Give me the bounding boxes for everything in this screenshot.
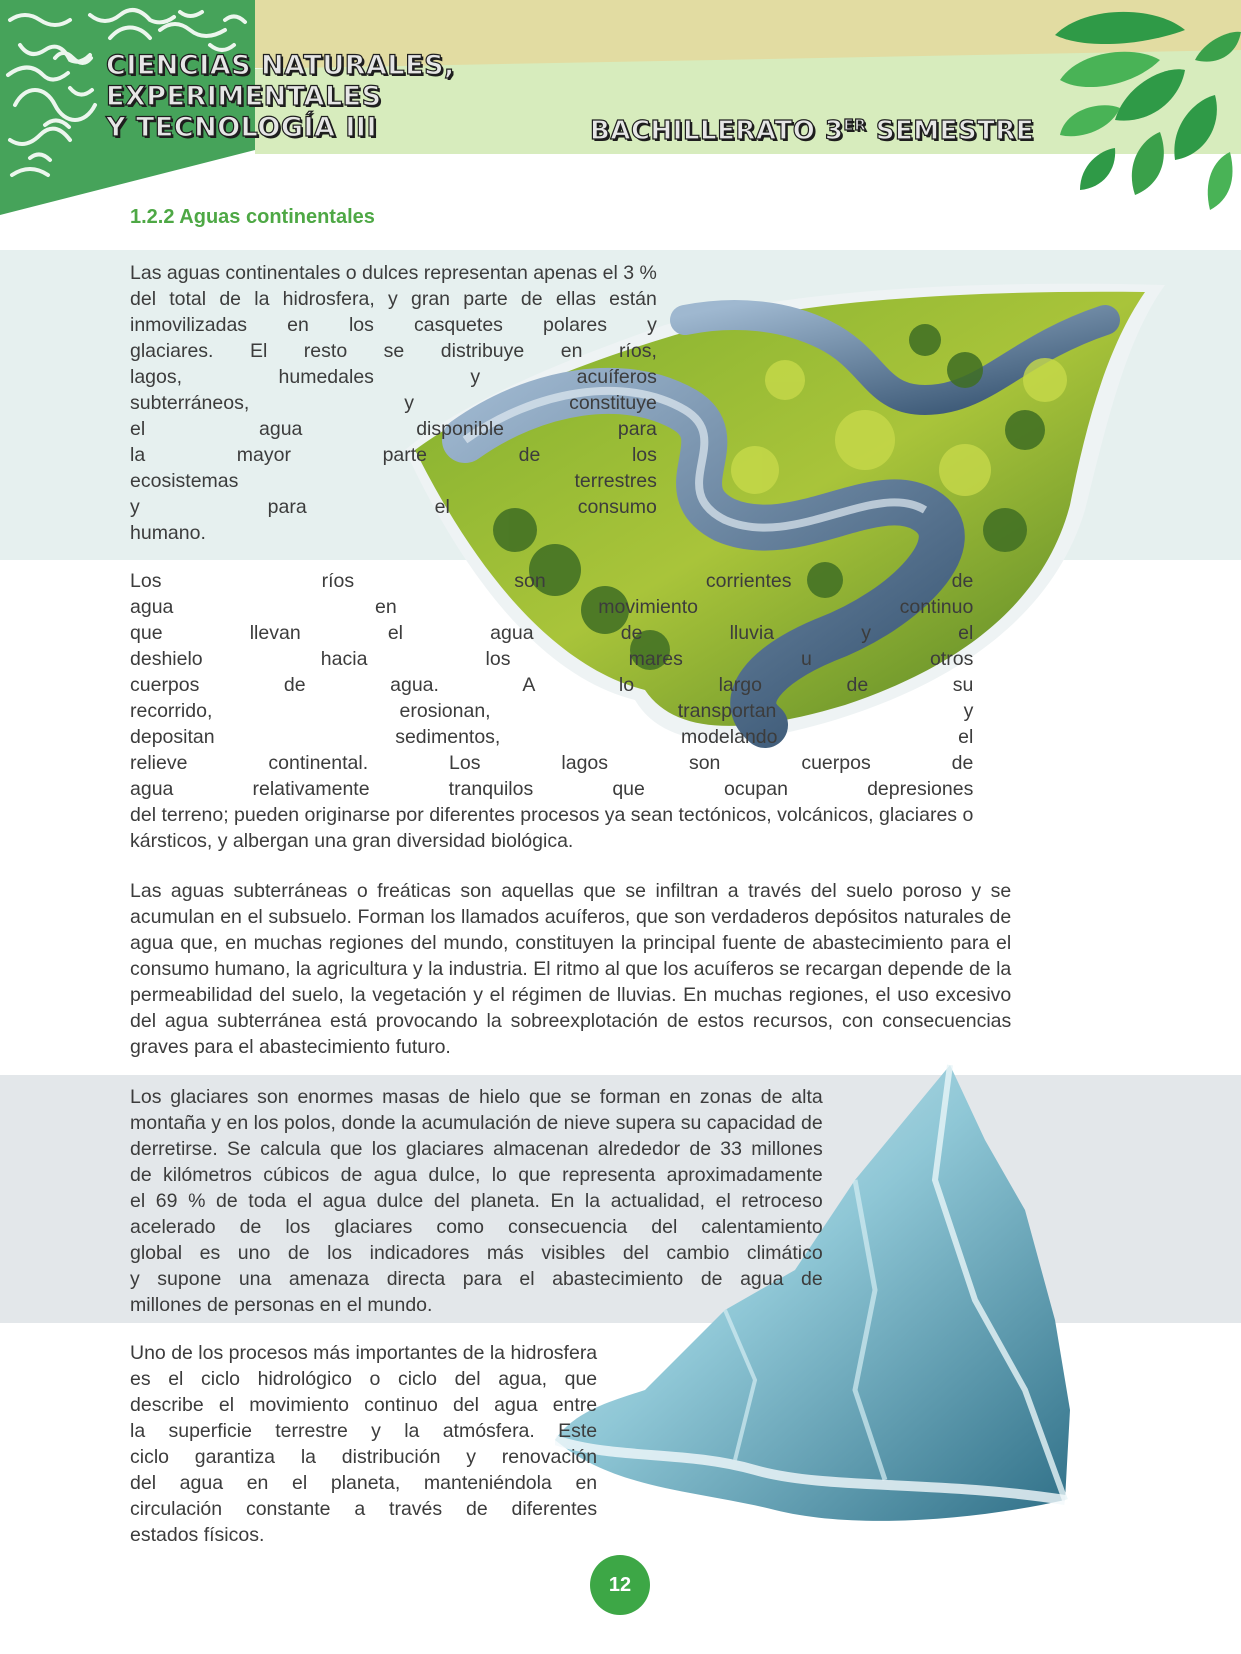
text-line: global es uno de los indicadores más visibles del cambio climático <box>130 1242 823 1264</box>
text-line: la mayor parte de los <box>130 444 657 466</box>
text-line: ecosistemas terrestres <box>130 470 657 492</box>
text-line: cuerpos de agua. A lo largo de su <box>130 674 974 696</box>
text-line: del agua subterránea está provocando la sobreexplotación de estos recursos, con consecuencias <box>130 1010 1012 1032</box>
text-line: agua relativamente tranquilos que ocupan depresiones <box>130 778 974 800</box>
text-line: estados físicos. <box>130 1524 265 1546</box>
paragraph-continental-waters <box>130 260 657 546</box>
level-label <box>590 116 1034 146</box>
text-line: relieve continental. Los lagos son cuerpos de <box>130 752 974 774</box>
text-line: del agua en el planeta, manteniéndola en <box>130 1472 598 1494</box>
text-line: montaña y en los polos, donde la acumulación de nieve supera su capacidad de <box>130 1112 823 1134</box>
text-line: y supone una amenaza directa para el abastecimiento de agua de <box>130 1268 823 1290</box>
leaves-decoration <box>1045 0 1241 215</box>
text-line: permeabilidad del suelo, la vegetación y el régimen de lluvias. En muchas regiones, el uso excesivo <box>130 984 1012 1006</box>
text-line: Los glaciares son enormes masas de hielo que se forman en zonas de alta <box>130 1086 823 1108</box>
page-number-badge <box>590 1555 650 1615</box>
paragraph-groundwater <box>130 878 1011 1060</box>
text-line: consumo humano, la agricultura y la industria. El ritmo al que los acuíferos se recargan depende de la <box>130 958 1012 980</box>
text-line: deshielo hacia los mares u otros <box>130 648 974 670</box>
text-line: que llevan el agua de lluvia y el <box>130 622 974 644</box>
text-line: ciclo garantiza la distribución y renovación <box>130 1446 598 1468</box>
text-line: Las aguas continentales o dulces representan apenas el 3 % <box>130 262 657 284</box>
text-line: el agua disponible para <box>130 418 657 440</box>
book-title-line-3: Y TECNOLOGÍA III <box>106 112 378 143</box>
section-heading: 1.2.2 Aguas continentales <box>130 206 375 228</box>
text-line: inmovilizadas en los casquetes polares y <box>130 314 657 336</box>
text-line: Uno de los procesos más importantes de la hidrosfera <box>130 1342 598 1364</box>
text-line: millones de personas en el mundo. <box>130 1294 433 1316</box>
level-label-sup: ER <box>843 116 867 134</box>
text-line: agua en movimiento continuo <box>130 596 974 618</box>
text-line: graves para el abastecimiento futuro. <box>130 1036 451 1058</box>
paragraph-rivers-lakes <box>130 568 973 854</box>
text-line: acelerado de los glaciares como consecuencia del calentamiento <box>130 1216 823 1238</box>
text-line: lagos, humedales y acuíferos <box>130 366 657 388</box>
text-line: kársticos, y albergan una gran diversidad biológica. <box>130 830 574 852</box>
text-line: Las aguas subterráneas o freáticas son aquellas que se infiltran a través del suelo poroso y se <box>130 880 1012 902</box>
text-line: glaciares. El resto se distribuye en ríos, <box>130 340 657 362</box>
paragraph-glaciers <box>130 1084 823 1318</box>
text-line: describe el movimiento continuo del agua entre <box>130 1394 598 1416</box>
text-line: agua que, en muchas regiones del mundo, constituyen la principal fuente de abastecimiento para el <box>130 932 1012 954</box>
book-title <box>106 50 455 143</box>
text-line: del terreno; pueden originarse por diferentes procesos ya sean tectónicos, volcánicos, glaciares o <box>130 804 974 826</box>
page-number: 12 <box>608 1573 632 1596</box>
text-line: acumulan en el subsuelo. Forman los llamados acuíferos, que son verdaderos depósitos naturales de <box>130 906 1012 928</box>
text-line: el 69 % de toda el agua dulce del planeta. En la actualidad, el retroceso <box>130 1190 823 1212</box>
text-line: Los ríos son corrientes de <box>130 570 974 592</box>
text-line: y para el consumo <box>130 496 657 518</box>
text-line: de kilómetros cúbicos de agua dulce, lo que representa aproximadamente <box>130 1164 823 1186</box>
paragraph-water-cycle <box>130 1340 597 1548</box>
text-line: depositan sedimentos, modelando el <box>130 726 974 748</box>
level-label-suffix: SEMESTRE <box>866 116 1035 146</box>
text-line: subterráneos, y constituye <box>130 392 657 414</box>
text-line: la superficie terrestre y la atmósfera. Este <box>130 1420 598 1442</box>
text-line: recorrido, erosionan, transportan y <box>130 700 974 722</box>
level-label-prefix: BACHILLERATO 3 <box>590 116 844 146</box>
text-line: del total de la hidrosfera, y gran parte de ellas están <box>130 288 657 310</box>
text-line: es el ciclo hidrológico o ciclo del agua, que <box>130 1368 598 1390</box>
book-title-line-1: CIENCIAS NATURALES, <box>106 50 455 81</box>
text-line: derretirse. Se calcula que los glaciares almacenan alrededor de 33 millones <box>130 1138 823 1160</box>
text-line: circulación constante a través de diferentes <box>130 1498 598 1520</box>
book-title-line-2: EXPERIMENTALES <box>106 81 382 112</box>
text-line: humano. <box>130 522 206 544</box>
